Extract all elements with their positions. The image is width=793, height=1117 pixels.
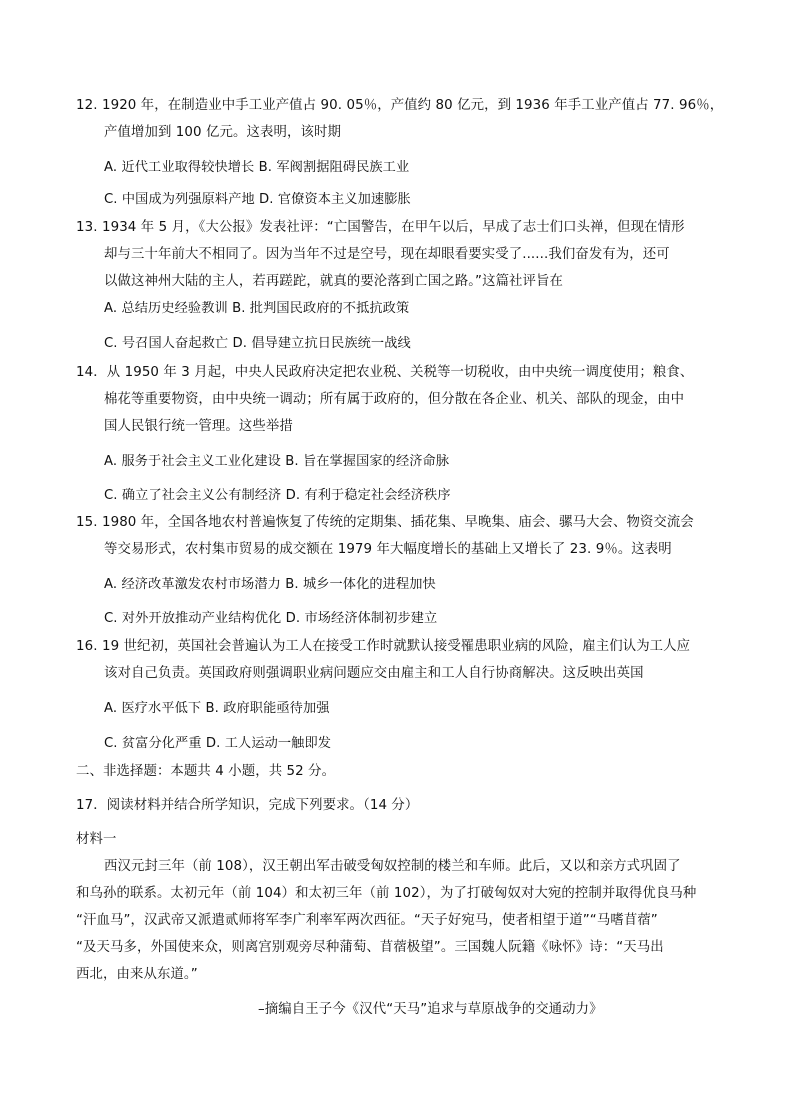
question-15-stem-line-1: 15. 1980 年，全国各地农村普遍恢复了传统的定期集、插花集、早晚集、庙会、骡马大会、物资交流会 [76, 515, 694, 530]
question-14-stem-line-3: 国人民银行统一管理。这些举措 [104, 419, 293, 434]
material-line-2: 和乌孙的联系。太初元年（前 104）和太初三年（前 102），为了打破匈奴对大宛的控制并取得优良马种 [76, 886, 697, 901]
question-13-stem-line-3: 以做这神州大陆的主人，若再蹉跎，就真的要沦落到亡国之路。”这篇社评旨在 [104, 274, 564, 289]
question-16-stem-line-1: 16. 19 世纪初，英国社会普遍认为工人在接受工作时就默认接受罹患职业病的风险，雇主们认为工人应 [76, 639, 691, 654]
question-14-stem-line-2: 棉花等重要物资，由中央统一调动；所有属于政府的，但分散在各企业、机关、部队的现金，由中 [104, 392, 685, 407]
question-15-stem-line-2: 等交易形式，农村集市贸易的成交额在 1979 年大幅度增长的基础上又增长了 23. 9％。这表明 [104, 542, 672, 557]
question-13-stem-line-2: 却与三十年前大不相同了。因为当年不过是空号，现在却眼看要实受了......我们奋发有为，还可 [104, 247, 670, 262]
question-12-stem-line-1: 12. 1920 年，在制造业中手工业产值占 90. 05％，产值约 80 亿元，到 1936 年手工业产值占 77. 96％， [76, 98, 724, 113]
question-16-options-ab: A. 医疗水平低下 B. 政府职能亟待加强 [104, 701, 330, 716]
question-13-options-ab: A. 总结历史经验教训 B. 批判国民政府的不抵抗政策 [104, 301, 410, 316]
question-12-options-ab: A. 近代工业取得较快增长 B. 军阀割据阻碍民族工业 [104, 160, 410, 175]
question-15-options-ab: A. 经济改革激发农村市场潜力 B. 城乡一体化的进程加快 [104, 577, 436, 592]
section-2-heading: 二、非选择题：本题共 4 小题，共 52 分。 [76, 764, 336, 779]
material-line-5: 西北，由来从东道。” [76, 967, 198, 982]
material-label: 材料一 [76, 832, 117, 847]
question-16-options-cd: C. 贫富分化严重 D. 工人运动一触即发 [104, 736, 332, 751]
question-14-options-cd: C. 确立了社会主义公有制经济 D. 有利于稳定社会经济秩序 [104, 488, 451, 503]
question-15-options-cd: C. 对外开放推动产业结构优化 D. 市场经济体制初步建立 [104, 611, 438, 626]
question-14-options-ab: A. 服务于社会主义工业化建设 B. 旨在掌握国家的经济命脉 [104, 454, 450, 469]
question-12-options-cd: C. 中国成为列强原料产地 D. 官僚资本主义加速膨胀 [104, 192, 411, 207]
material-source: –摘编自王子今《汉代“天马”追求与草原战争的交通动力》 [258, 1002, 603, 1017]
question-13-options-cd: C. 号召国人奋起救亡 D. 倡导建立抗日民族统一战线 [104, 336, 411, 351]
question-12-stem-line-2: 产值增加到 100 亿元。这表明，该时期 [104, 125, 341, 140]
material-line-3: “汗血马”，汉武帝又派遣贰师将军李广利率军两次西征。“天子好宛马，使者相望于道”“马嗜苜蓿” [76, 913, 658, 928]
question-17-stem: 17．阅读材料并结合所学知识，完成下列要求。（14 分） [76, 798, 419, 813]
question-13-stem-line-1: 13. 1934 年 5 月，《大公报》发表社评：“亡国警告，在甲午以后，早成了志士们口头禅，但现在情形 [76, 220, 685, 235]
question-14-stem-line-1: 14．从 1950 年 3 月起，中央人民政府决定把农业税、关税等一切税收，由中央统一调度使用；粮食、 [76, 365, 694, 380]
material-line-1: 西汉元封三年（前 108），汉王朝出军击破受匈奴控制的楼兰和车师。此后，又以和亲方式巩固了 [104, 859, 681, 874]
question-16-stem-line-2: 该对自己负责。英国政府则强调职业病问题应交由雇主和工人自行协商解决。这反映出英国 [104, 666, 644, 681]
material-line-4: “及天马多，外国使来众，则离宫别观旁尽种蒲萄、苜蓿极望”。三国魏人阮籍《咏怀》诗：“天马出 [76, 940, 664, 955]
